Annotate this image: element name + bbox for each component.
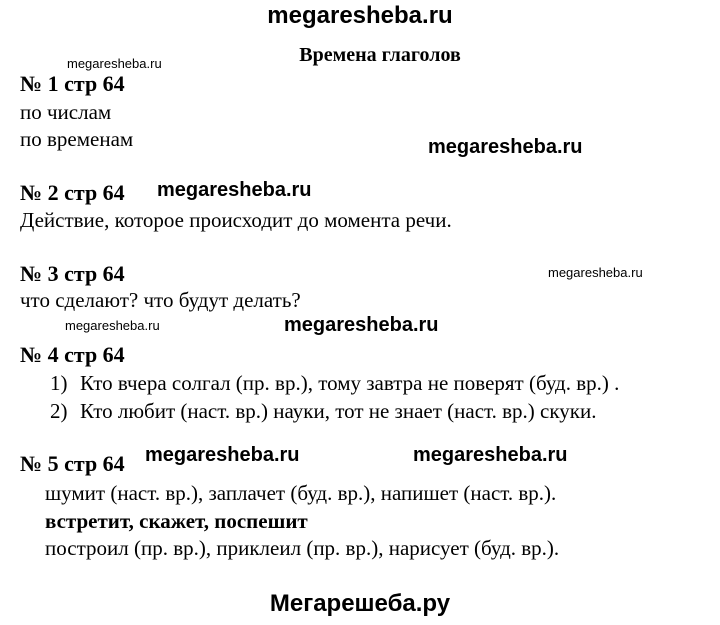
watermark-large: megaresheba.ru [413,444,568,466]
watermark-large: megaresheba.ru [157,179,312,201]
task-4-item-1-number: 1) [50,371,68,395]
task-4-heading: № 4 стр 64 [20,342,125,367]
task-4-item-1-text: Кто вчера солгал (пр. вр.), тому завтра не поверят (буд. вр.) . [80,371,620,395]
task-2-heading: № 2 стр 64 [20,180,125,205]
task-1-heading: № 1 стр 64 [20,71,125,96]
site-header: megaresheba.ru [267,2,453,29]
watermark-small: megaresheba.ru [67,56,162,71]
task-5-line-1: шумит (наст. вр.), заплачет (буд. вр.), напишет (наст. вр.). [45,481,557,505]
task-5-line-2: встретит, скажет, поспешит [45,509,308,533]
watermark-large: megaresheba.ru [145,444,300,466]
watermark-small: megaresheba.ru [548,265,643,280]
task-1-line-1: по числам [20,100,112,124]
task-3-line-1: что сделают? что будут делать? [20,288,301,312]
task-2-line-1: Действие, которое происходит до момента речи. [20,208,452,232]
task-5-line-3: построил (пр. вр.), приклеил (пр. вр.), нарисует (буд. вр.). [45,536,560,560]
task-1-line-2: по временам [20,127,134,151]
page-title: Времена глаголов [299,44,461,66]
task-5-heading: № 5 стр 64 [20,451,125,476]
watermark-small: megaresheba.ru [65,318,160,333]
watermark-large: megaresheba.ru [428,136,583,158]
task-3-heading: № 3 стр 64 [20,261,125,286]
task-4-item-2-number: 2) [50,399,68,423]
watermark-large: megaresheba.ru [284,314,439,336]
footer-site-name: Мегарешеба.ру [269,590,451,617]
task-4-item-2-text: Кто любит (наст. вр.) науки, тот не знает (наст. вр.) скуки. [80,399,597,423]
